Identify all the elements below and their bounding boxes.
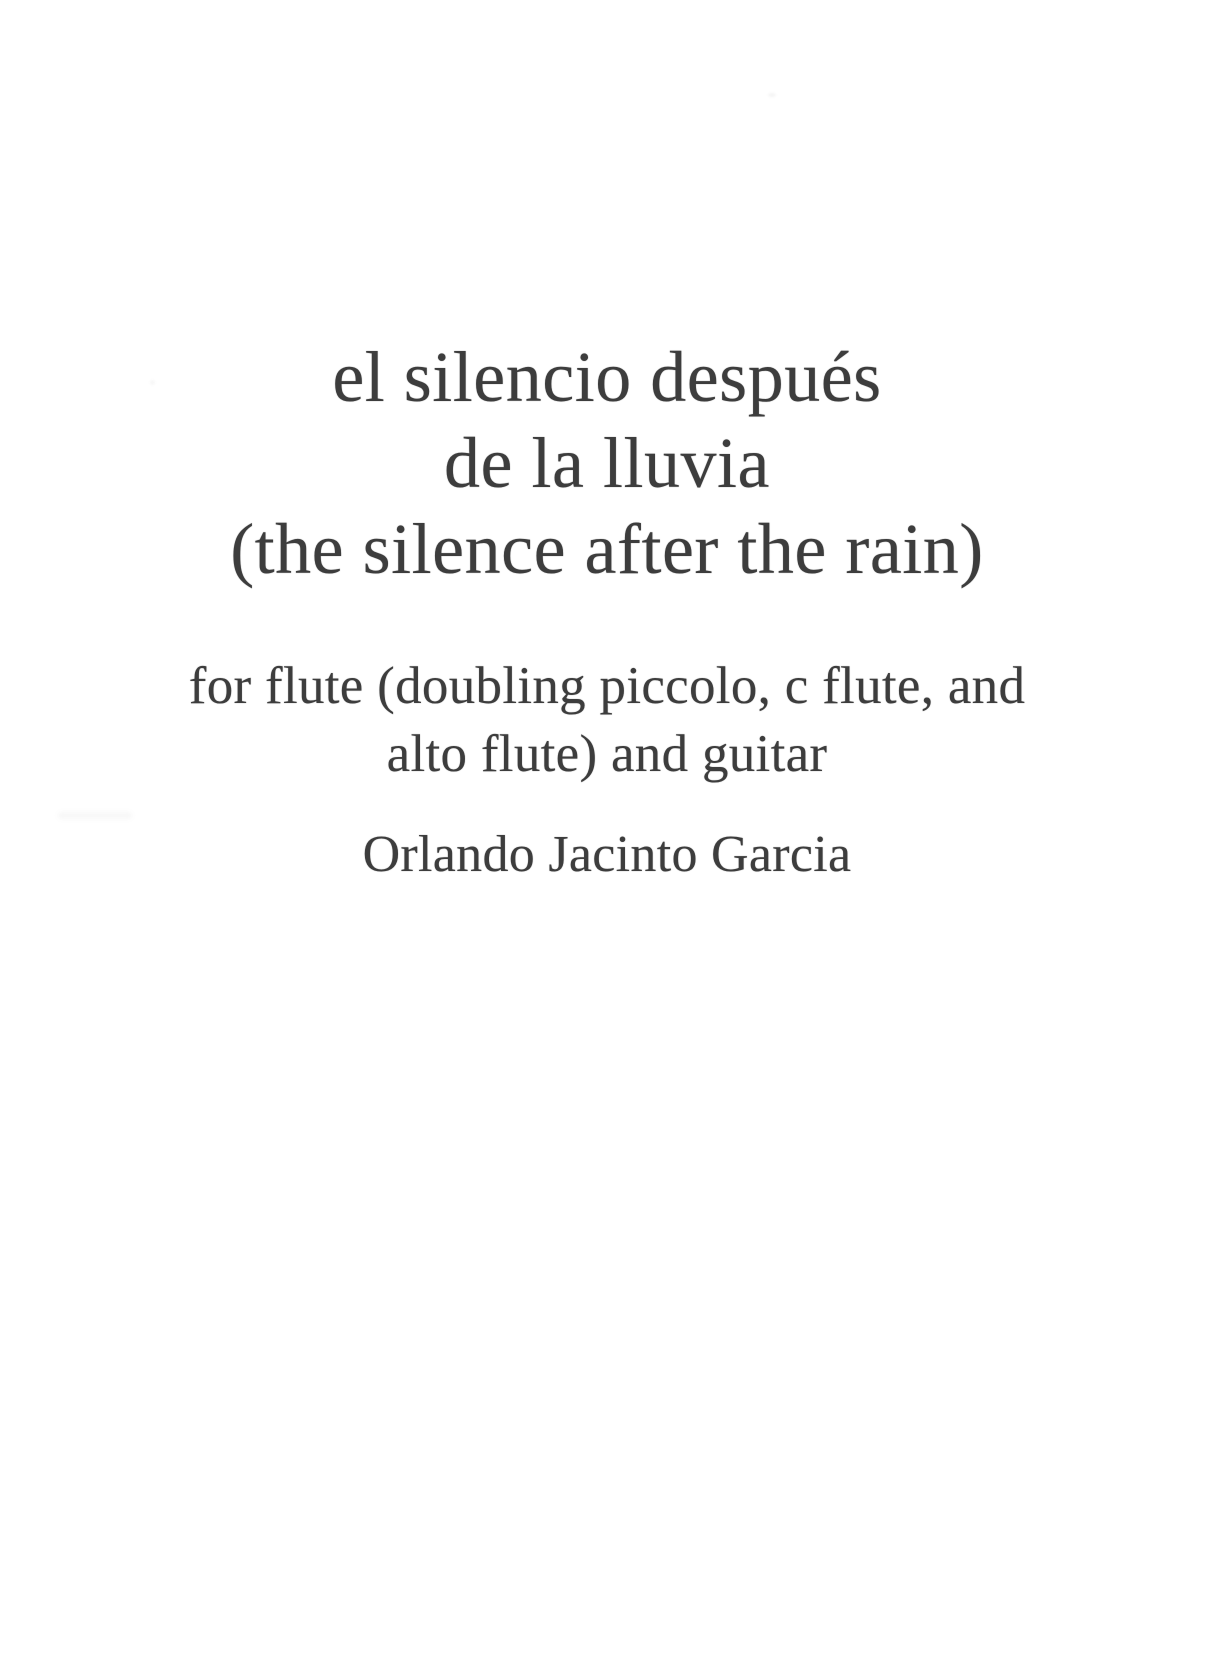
scan-speck-artifact bbox=[768, 93, 776, 97]
composer-name: Orlando Jacinto Garcia bbox=[362, 826, 852, 883]
title-line-spanish-1: el silencio después bbox=[332, 337, 882, 417]
title-line-english-translation: (the silence after the rain) bbox=[230, 509, 984, 589]
instrumentation-line-1: for flute (doubling piccolo, c flute, and bbox=[188, 657, 1026, 715]
scan-speck-artifact bbox=[150, 380, 155, 385]
title-line-spanish-2: de la lluvia bbox=[444, 423, 770, 503]
scan-smudge-artifact bbox=[58, 812, 132, 819]
instrumentation-line-2: alto flute) and guitar bbox=[386, 725, 828, 783]
work-title bbox=[0, 334, 1214, 592]
instrumentation-subtitle bbox=[0, 652, 1214, 788]
